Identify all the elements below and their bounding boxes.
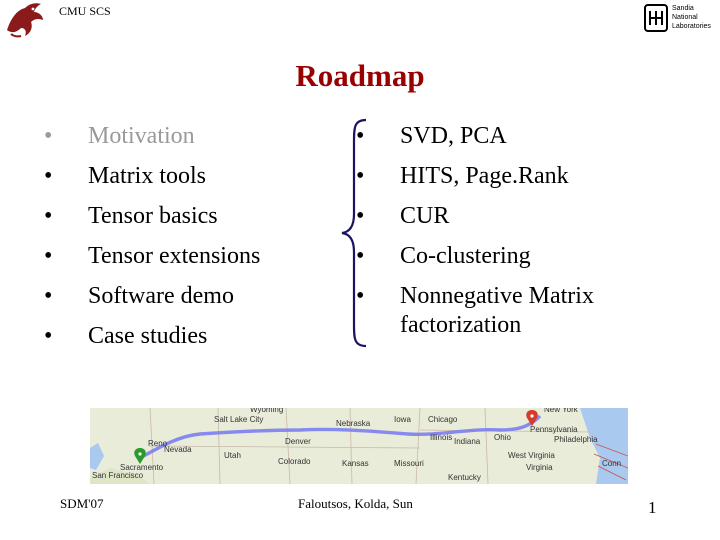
sandia-line: National (672, 14, 698, 21)
map-place: Illinois (430, 433, 453, 442)
map-place: Wyoming (250, 408, 284, 414)
sandia-line: Sandia (672, 5, 694, 12)
topic-label: Software demo (88, 283, 234, 309)
footer-venue: SDM'07 (60, 496, 104, 511)
map-place: Missouri (394, 459, 424, 468)
map-place: Nebraska (336, 419, 371, 428)
bullet-icon: • (44, 323, 53, 349)
bullet-icon: • (44, 163, 53, 189)
map-place: Utah (224, 451, 241, 460)
header-text: CMU SCS (59, 4, 111, 18)
sandia-line: Laboratories (672, 23, 711, 30)
tool-label: Nonnegative Matrix (400, 283, 594, 309)
topic-label: Matrix tools (88, 163, 206, 189)
bullet-icon: • (356, 123, 365, 149)
cmu-dragon-logo (3, 0, 45, 40)
topic-item (44, 196, 324, 236)
tool-item (356, 236, 656, 276)
map-place: West Virginia (508, 451, 555, 460)
bullet-icon: • (44, 283, 53, 309)
sandia-wordmark (672, 4, 711, 31)
sandia-mark (644, 4, 668, 32)
map-place: Colorado (278, 457, 311, 466)
map-place: Sacramento (120, 463, 164, 472)
map-place: New York (544, 408, 578, 414)
map-place: Salt Lake City (214, 415, 264, 424)
topic-item (44, 156, 324, 196)
map-place: Kansas (342, 459, 369, 468)
map-place: Conn (602, 459, 622, 468)
tool-label: CUR (400, 203, 450, 229)
topic-item (44, 116, 324, 156)
map-place: Nevada (164, 445, 192, 454)
tool-item (356, 156, 656, 196)
map-place: Kentucky (448, 473, 481, 482)
bullet-icon: • (356, 203, 365, 229)
slide-title: Roadmap (295, 58, 425, 93)
bullet-icon: • (356, 283, 365, 309)
map-place: Iowa (394, 415, 411, 424)
tool-item (356, 196, 656, 236)
map-place: Philadelphia (554, 435, 598, 444)
bullet-icon: • (44, 203, 53, 229)
map-place: Denver (285, 437, 311, 446)
map-place: Pennsylvania (530, 425, 578, 434)
tool-item (356, 276, 656, 340)
matrix-tools-list (356, 116, 656, 340)
map-place: Reno (148, 439, 168, 448)
tool-label: SVD, PCA (400, 123, 507, 149)
topic-item (44, 316, 324, 356)
topic-list (44, 116, 324, 356)
tool-label: Co-clustering (400, 243, 531, 269)
topic-item (44, 276, 324, 316)
map-place: Indiana (454, 437, 481, 446)
topic-label: Case studies (88, 323, 208, 349)
bullet-icon: • (44, 123, 53, 149)
topic-label: Tensor extensions (88, 243, 261, 269)
tool-label: HITS, Page.Rank (400, 163, 569, 189)
topic-label: Tensor basics (88, 203, 218, 229)
topic-item (44, 236, 324, 276)
map-place: Ohio (494, 433, 511, 442)
map-place: Virginia (526, 463, 553, 472)
map-place: San Francisco (92, 471, 144, 480)
header-left (3, 0, 123, 40)
tool-item (356, 116, 656, 156)
bullet-icon: • (356, 243, 365, 269)
sandia-logo (644, 4, 714, 36)
bullet-icon: • (44, 243, 53, 269)
bullet-icon: • (356, 163, 365, 189)
topic-label: Motivation (88, 123, 195, 149)
route-map (90, 408, 628, 484)
footer-authors: Faloutsos, Kolda, Sun (298, 496, 413, 511)
page-number: 1 (648, 498, 657, 517)
map-place: Chicago (428, 415, 458, 424)
tool-label-continuation: factorization (400, 312, 522, 338)
